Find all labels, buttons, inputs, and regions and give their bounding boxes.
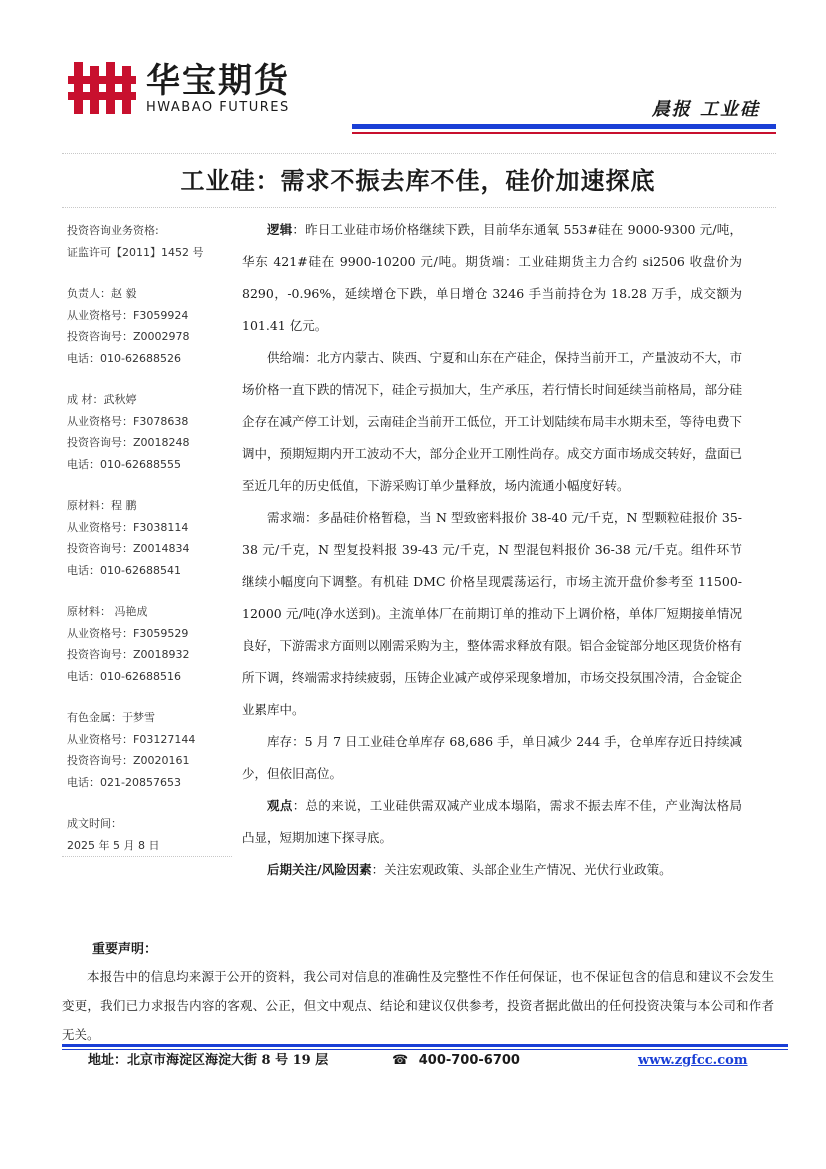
logic-text: ：昨日工业硅市场价格继续下跌，目前华东通氧 553#硅在 9000-9300 元/吨，华东 421#硅在 9900-10200 元/吨。期货端：工业硅期货主力合约 si2506 收盘价为 8290，-0.96%，延续增仓下跌，单日增仓 3246 手当前持仓为 18.28 万手，成交额为 101.41 亿元。 [242,222,742,333]
risk-text: ：关注宏观政策、头部企业生产情况、光伏行业政策。 [371,862,672,877]
analyst-cert: 从业资格号：F03127144 [67,732,196,746]
report-date: 2025 年 5 月 8 日 [67,838,160,852]
analyst-phone: 电话：021-20857653 [67,775,181,789]
report-tag: 晨报 工业硅 [651,99,760,120]
analyst-name: 原材料：程 鹏 [67,499,137,512]
inventory-paragraph: 库存：5 月 7 日工业硅仓单库存 68,686 手，单日减少 244 手，仓单库存近日持续减少，但依旧高位。 [242,734,742,781]
analyst-sidebar [67,220,237,856]
hwabao-logo-icon [68,62,136,114]
supply-paragraph: 供给端：北方内蒙古、陕西、宁夏和山东在产硅企，保持当前开工，产量波动不大，市场价格一直下跌的情况下，硅企亏损加大，生产承压，若行情长时间延续当前格局，部分硅企存在减产停工计划，云南硅企当前开工低位，开工计划陆续布局丰水期未至，等待电费下调中，预期短期内开工波动不大，部分企业开工刚性尚存。成交方面市场成交转好，盘面已至近几年的历史低值，下游采购订单少量释放，场内流通小幅度好转。 [242,350,743,493]
qualification-label: 投资咨询业务资格: [67,224,159,237]
report-title: 工业硅：需求不振去库不佳，硅价加速探底 [180,166,656,195]
footer-address: 地址：北京市海淀区海淀大街 8 号 19 层 [88,1053,329,1068]
title-divider-top [62,153,776,154]
footer-phone-number: 400-700-6700 [418,1053,520,1068]
disclaimer-text: 本报告中的信息均来源于公开的资料，我公司对信息的准确性及完整性不作任何保证，也不保证包含的信息和建议不会发生变更，我们已力求报告内容的客观、公正，但文中观点、结论和建议仅供参考，投资者据此做出的任何投资决策与本公司和作者无关。 [62,969,774,1042]
footer-website-link[interactable]: www.zgfcc.com [638,1053,748,1068]
qualification-license: 证监许可【2011】1452 号 [67,245,204,259]
analyst-cert: 从业资格号：F3059924 [67,308,189,322]
footer-phone [392,1051,520,1071]
analyst-name: 负责人：赵 毅 [67,287,137,300]
analyst-consult: 投资咨询号：Z0020161 [67,754,190,767]
analyst-consult: 投资咨询号：Z0018248 [67,436,190,449]
brand-name-en: HWABAO FUTURES [146,100,290,115]
footer-rule-thin [62,1049,788,1050]
title-divider-bottom [62,207,776,208]
header-rule-blue [352,124,776,129]
logic-label: 逻辑 [267,222,293,237]
analyst-consult: 投资咨询号：Z0018932 [67,648,190,661]
analyst-phone: 电话：010-62688541 [67,563,181,577]
demand-paragraph: 需求端：多晶硅价格暂稳，当 N 型致密料报价 38-40 元/千克，N 型颗粒硅报价 35-38 元/千克，N 型复投料报 39-43 元/千克，N 型混包料报价 36-38 元/千克。组件环节继续小幅度向下调整。有机硅 DMC 价格呈现震荡运行，市场主流开盘价参考至 11500-12000 元/吨(净水送到)。主流单体厂在前期订单的推动下上调价格，单体厂短期接单情况良好，下游需求方面则以刚需采购为主，整体需求释放有限。铝合金锭部分地区现货价格有所下调，终端需求持续疲弱，压铸企业减产或停采现象增加，市场交投氛围冷清，合金锭企业累库中。 [242,510,743,717]
footer-rule-thick [62,1044,788,1047]
analyst-cert: 从业资格号：F3038114 [67,520,189,534]
risk-label: 后期关注/风险因素 [267,862,372,877]
brand-name-cn: 华宝期货 [146,61,290,101]
analyst-cert: 从业资格号：F3078638 [67,414,189,428]
analyst-name: 原材料： 冯艳成 [67,605,148,618]
view-label: 观点 [267,798,293,813]
disclaimer-title: 重要声明： [92,942,158,957]
risk-paragraph [242,854,742,886]
analyst-phone: 电话：010-62688526 [67,351,181,365]
analyst-consult: 投资咨询号：Z0002978 [67,330,190,343]
report-body [242,214,742,886]
analyst-consult: 投资咨询号：Z0014834 [67,542,190,555]
view-paragraph [242,790,742,854]
view-text: ：总的来说，工业硅供需双减产业成本塌陷，需求不振去库不佳，产业淘汰格局凸显，短期加速下探寻底。 [242,798,742,845]
analyst-cert: 从业资格号：F3059529 [67,626,189,640]
header-rule-red [352,132,776,134]
analyst-name: 成 材：武秋婷 [67,393,137,406]
analyst-phone: 电话：010-62688555 [67,457,181,471]
logic-paragraph [242,214,742,342]
sidebar-divider [62,856,232,857]
phone-icon: ☎ [392,1053,409,1068]
analyst-name: 有色金属：于梦雪 [67,711,155,724]
analyst-phone: 电话：010-62688516 [67,669,181,683]
date-label: 成文时间： [67,817,122,830]
